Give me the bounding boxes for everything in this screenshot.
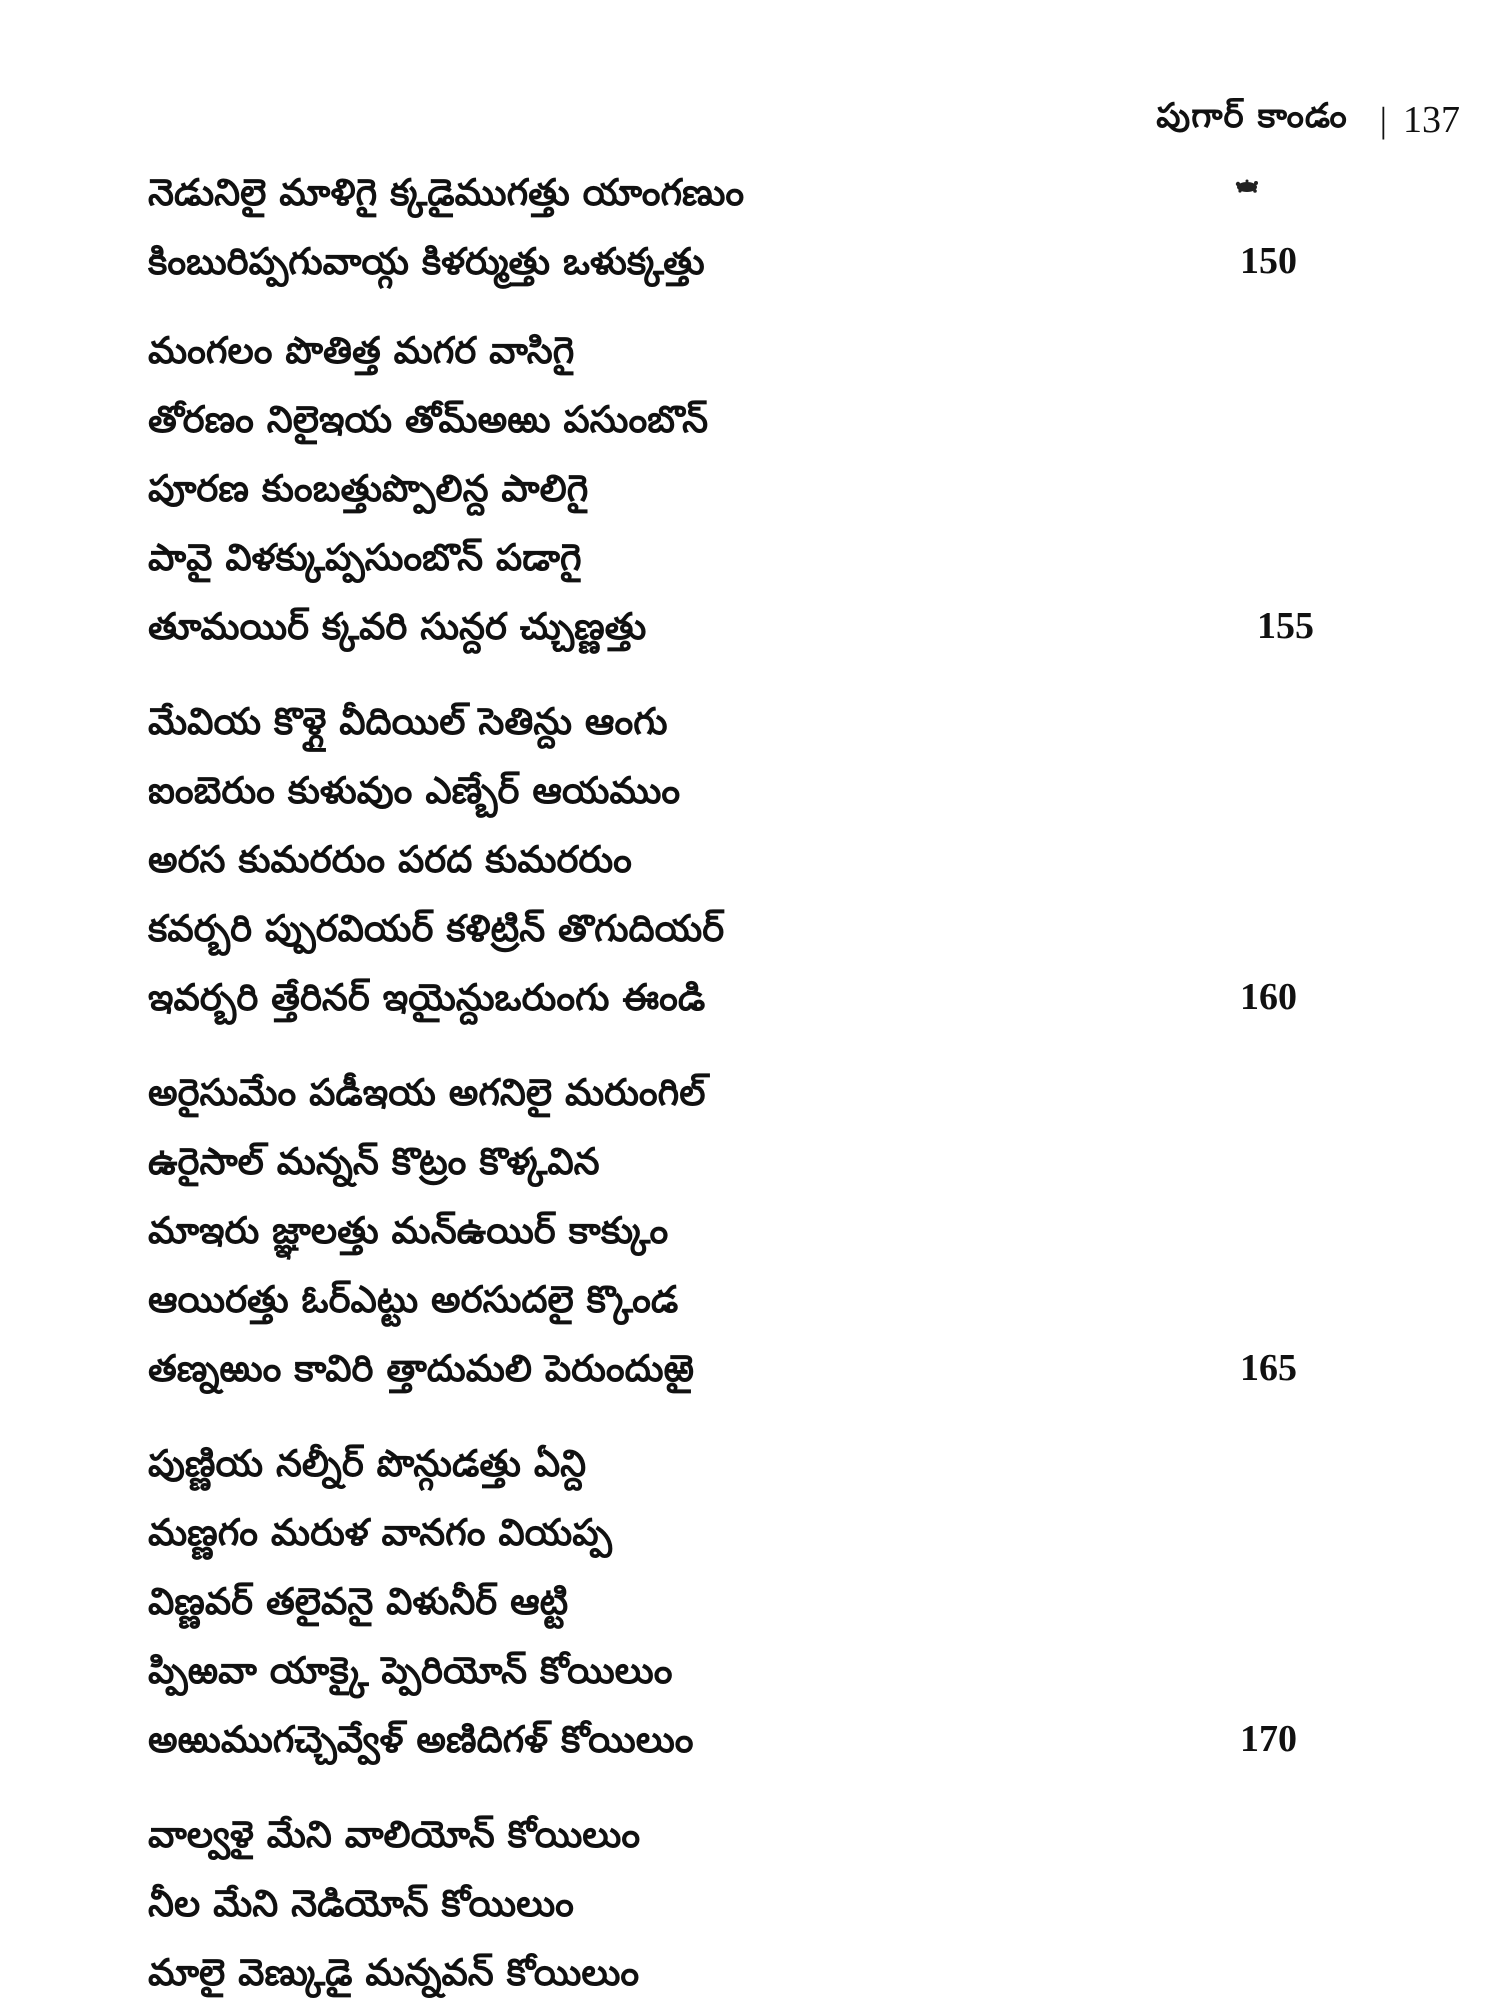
- verse-text: మేవియ కొళ్గై వీదియిల్ సెతిన్దు ఆంగు: [148, 700, 668, 743]
- verse-line: [148, 1938, 1348, 2007]
- chapter-title: పుగార్ కాండం: [1156, 96, 1348, 136]
- verse-line: [148, 1265, 1348, 1334]
- verse-text: నీల మేని నెడియోన్ కోయిలుం: [148, 1882, 574, 1925]
- verse-text: పావై విళక్కుప్పసుంబొన్ పడాగై: [148, 536, 582, 579]
- page-number: 137: [1403, 99, 1460, 141]
- verse-text: తూమయిర్ క్కవరి సున్దర చ్చుణ్ణత్తు: [148, 605, 647, 648]
- verse-line: [148, 385, 1348, 454]
- verse-text: పూరణ కుంబత్తుప్పొలిన్ద పాలిగై: [148, 467, 589, 510]
- verse-text: తణ్నఱుం కావిరి త్తాదుమలి పెరుందుఱై: [148, 1347, 694, 1390]
- verse-line: [148, 1636, 1348, 1705]
- stanza: [148, 316, 1348, 661]
- verse-text: తోరణం నిలైఇయ తోమ్అఱు పసుంబొన్: [148, 398, 709, 441]
- verse-text: ప్పిఱవా యాక్కై ప్పెరియోన్ కోయిలుం: [148, 1649, 673, 1692]
- stanza: [148, 1058, 1348, 1403]
- line-number: 155: [1257, 605, 1314, 647]
- verse-line: [148, 1334, 1348, 1403]
- verse-line: [148, 1429, 1348, 1498]
- verse-line: [148, 1705, 1348, 1774]
- verse-text: అరైసుమేం పడీఇయ అగనిలై మరుంగిల్: [148, 1071, 706, 1114]
- verse-text: అరస కుమరరుం పరద కుమరరుం: [148, 838, 632, 881]
- line-number: 160: [1240, 976, 1297, 1018]
- verse-line: [148, 1869, 1348, 1938]
- verse-text: వాల్వళై మేని వాలియోన్ కోయిలుం: [148, 1813, 641, 1856]
- verse-text: నెడునిలై మాళిగై క్కడైముగత్తు యాంగణుం: [148, 171, 745, 214]
- verse-line: [148, 1800, 1348, 1869]
- verse-text: అఱుముగచ్చెవ్వేళ్ అణిదిగళ్ కోయిలుం: [148, 1718, 694, 1761]
- verse-line: [148, 523, 1348, 592]
- verse-text: మణ్ణగం మరుళ వానగం వియప్ప: [148, 1511, 612, 1554]
- stanza: [148, 1429, 1348, 1774]
- verse-line: [148, 1498, 1348, 1567]
- verse-line: [148, 687, 1348, 756]
- verse-text: కవర్బరి ప్పురవియర్ కళిట్రిన్ తొగుదియర్: [148, 907, 725, 950]
- verse-line: [148, 227, 1348, 296]
- verse-line: [148, 1058, 1348, 1127]
- line-number: 170: [1240, 1718, 1297, 1760]
- stanza: [148, 687, 1348, 1032]
- verse-text: విణ్ణవర్ తలైవనై విళునీర్ ఆట్టి: [148, 1580, 569, 1623]
- verse-line: [148, 158, 1348, 227]
- verse-text: ఆయిరత్తు ఓర్ఎట్టు అరసుదలై క్కొండ: [148, 1278, 679, 1321]
- verse-text: మాఇరు జ్ఞాలత్తు మన్ఉయిర్ కాక్కుం: [148, 1209, 669, 1252]
- verse-line: [148, 825, 1348, 894]
- verse-text: ఐంబెరుం కుళువుం ఎణ్బేర్ ఆయముం: [148, 769, 681, 812]
- stanza: [148, 158, 1348, 296]
- verse-line: [148, 1567, 1348, 1636]
- verse-text: పుణ్ణియ నల్నీర్ పొన్గుడత్తు ఏన్ది: [148, 1442, 587, 1485]
- verse-line: [148, 963, 1348, 1032]
- page-header: [1156, 96, 1460, 144]
- verse-line: [148, 1127, 1348, 1196]
- verse-text: మాలై వెణ్కుడై మన్నవన్ కోయిలుం: [148, 1951, 640, 1994]
- line-number: 150: [1240, 240, 1297, 282]
- verse-line: [148, 894, 1348, 963]
- verse-text: మంగలం పొతిత్త మగర వాసిగై: [148, 329, 575, 372]
- stanza: [148, 1800, 1348, 2007]
- verse-line: [148, 756, 1348, 825]
- verse-text: ఉరైసాల్ మన్నన్ కొట్రం కొళ్కవిన: [148, 1140, 600, 1183]
- verse-text: ఇవర్బరి త్తేరినర్ ఇయైన్దుఒరుంగు ఈండి: [148, 976, 706, 1019]
- header-separator: |: [1379, 100, 1387, 140]
- verse-line: [148, 316, 1348, 385]
- verse-line: [148, 454, 1348, 523]
- verse-line: [148, 592, 1348, 661]
- line-number: 165: [1240, 1347, 1297, 1389]
- verse-line: [148, 1196, 1348, 1265]
- verse-text: కింబురిప్పగువాయ్గ కిళర్ముత్తు ఒళుక్కత్తు: [148, 240, 705, 283]
